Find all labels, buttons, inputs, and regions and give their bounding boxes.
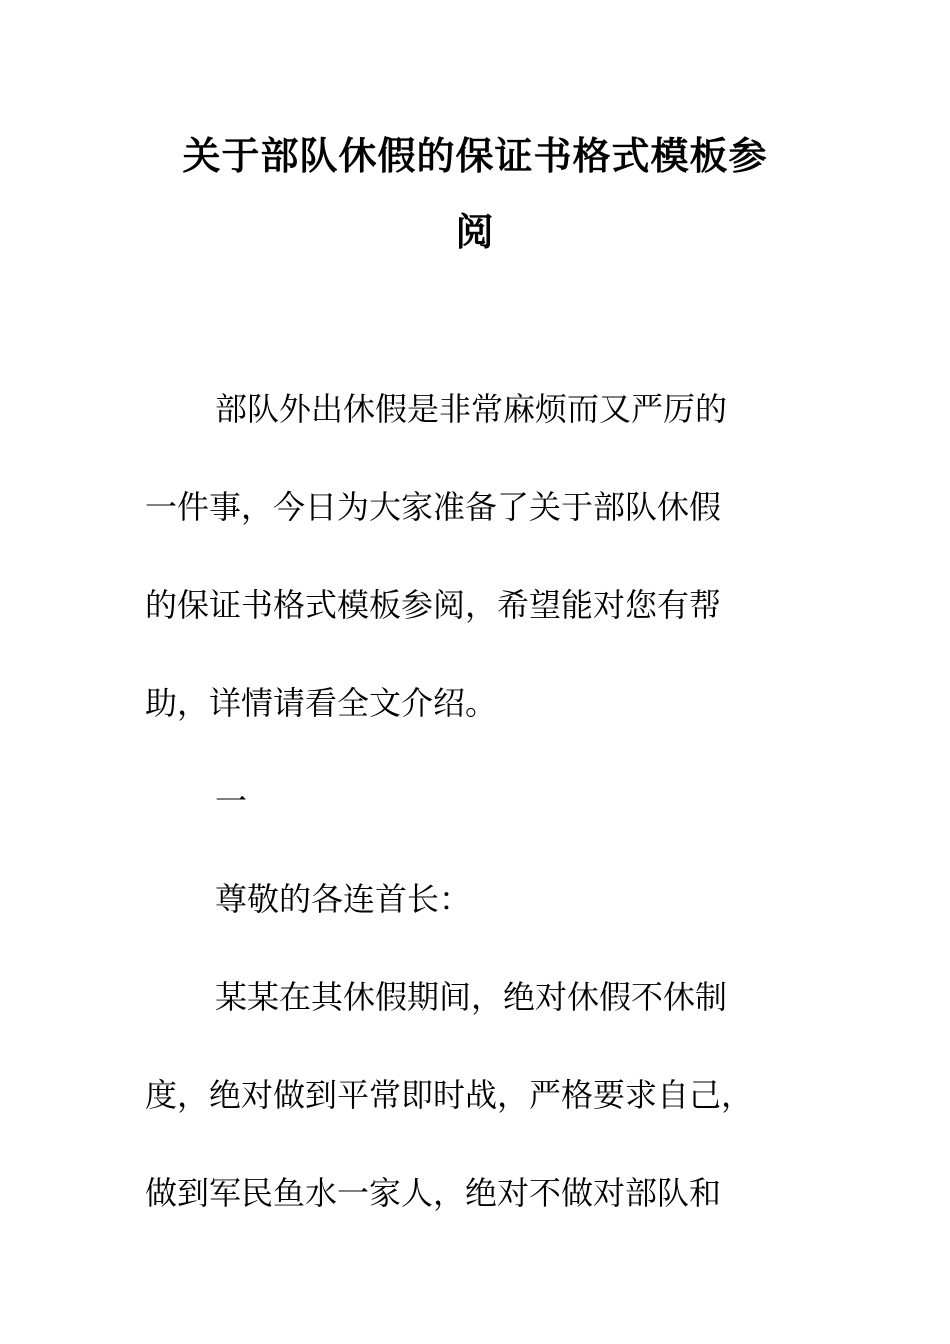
- text-line: 某某在其休假期间，绝对休假不休制: [215, 978, 728, 1016]
- paragraph-pledge: [145, 948, 795, 1242]
- section-number: [145, 752, 795, 850]
- text-line: 部队外出休假是非常麻烦而又严厉的: [215, 390, 728, 428]
- text-line: 一件事，今日为大家准备了关于部队休假: [145, 488, 722, 526]
- text-line: 做到军民鱼水一家人，绝对不做对部队和: [145, 1174, 722, 1212]
- title-line-2: 阅: [455, 209, 495, 254]
- text-line: 一: [215, 782, 248, 820]
- text-line: 度，绝对做到平常即时战，严格要求自己，: [145, 1076, 754, 1114]
- text-line: 尊敬的各连首长：: [215, 880, 472, 918]
- document-body: [145, 360, 795, 1242]
- title-line-1: 关于部队休假的保证书格式模板参: [182, 133, 768, 178]
- text-line: 助，详情请看全文介绍。: [145, 684, 498, 722]
- salutation: [145, 850, 795, 948]
- text-line: 的保证书格式模板参阅，希望能对您有帮: [145, 586, 722, 624]
- document-title: [145, 118, 805, 270]
- paragraph-intro: [145, 360, 795, 752]
